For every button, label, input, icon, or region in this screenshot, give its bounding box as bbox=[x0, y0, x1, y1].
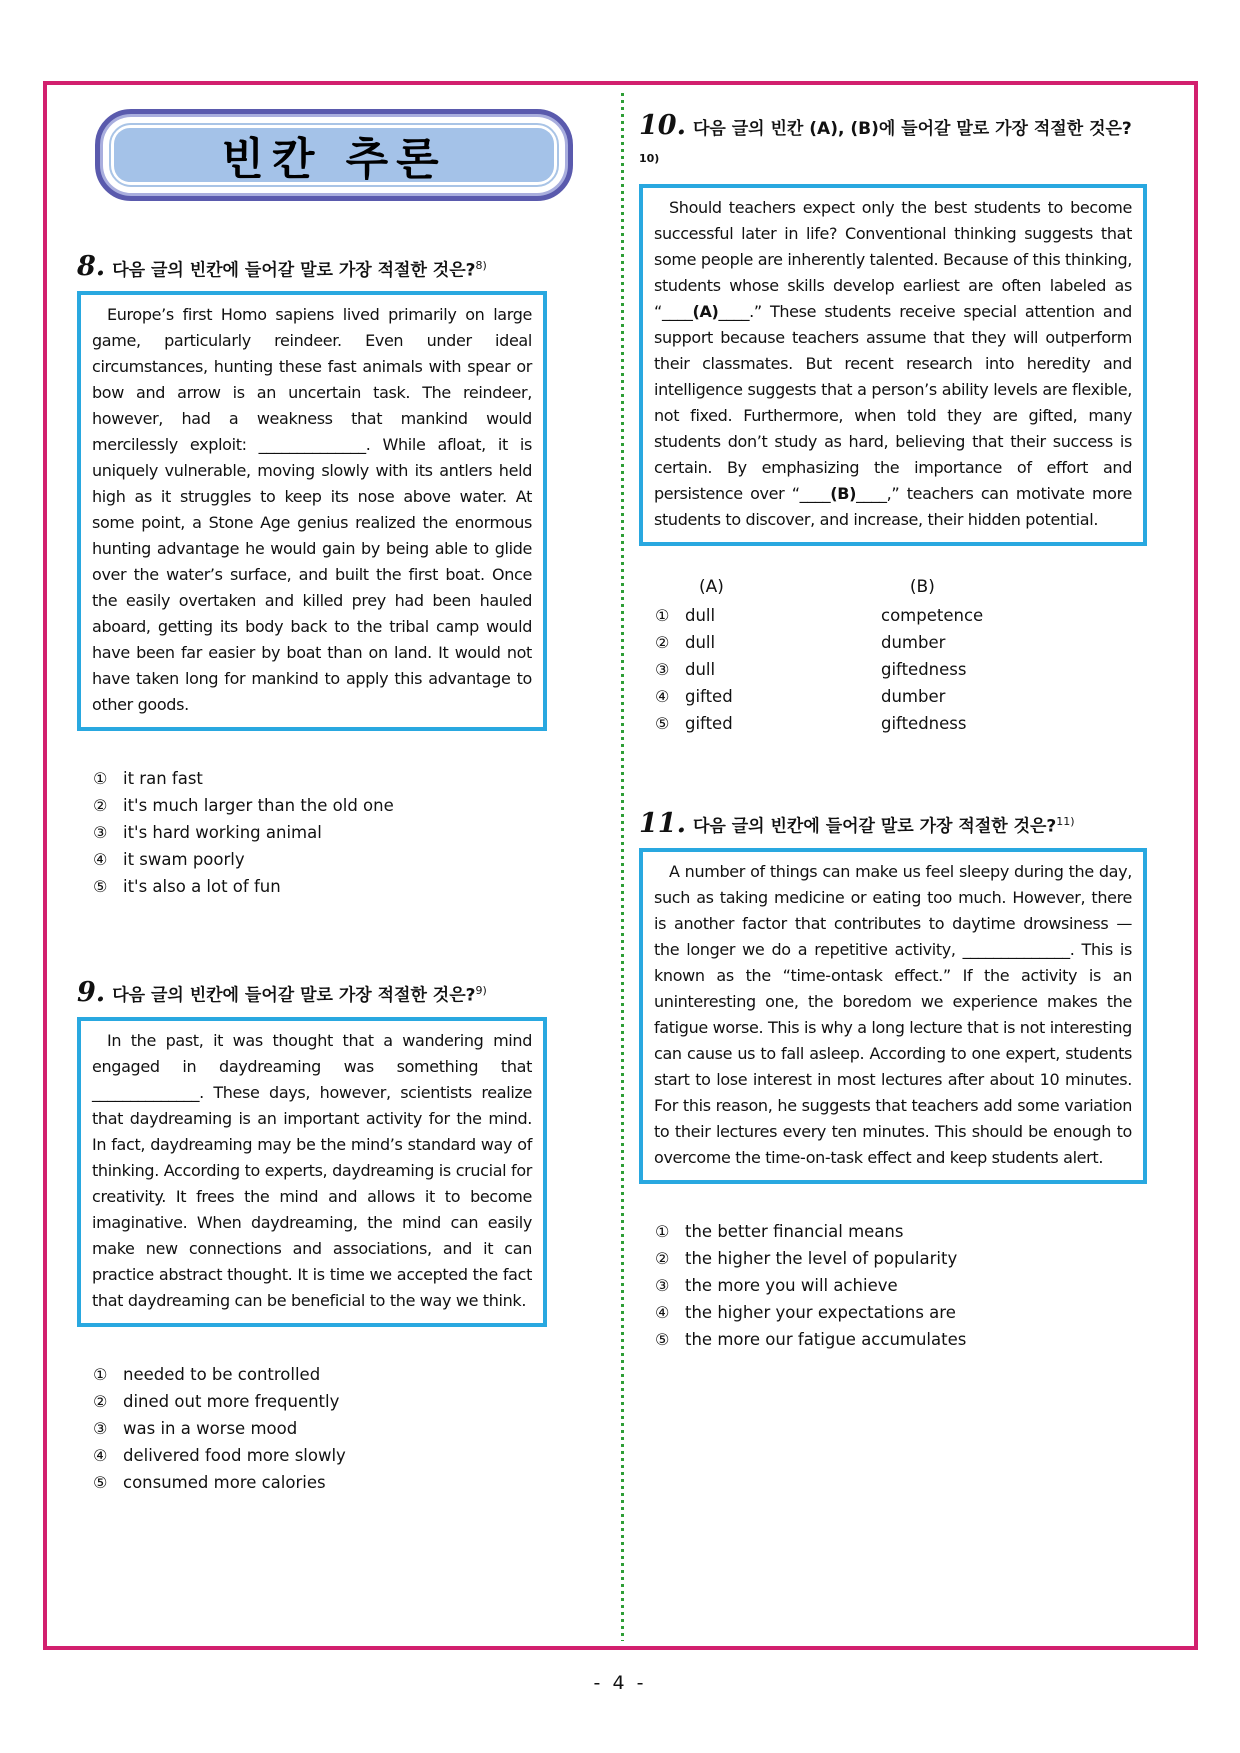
option-b-text: giftedness bbox=[881, 714, 967, 734]
option-marker: ③ bbox=[93, 823, 108, 843]
section-title-banner bbox=[95, 109, 573, 201]
answer-option bbox=[639, 1272, 1147, 1299]
column-divider bbox=[621, 93, 624, 1641]
option-marker: ② bbox=[93, 796, 108, 816]
left-column bbox=[77, 93, 547, 1641]
option-a-text: gifted bbox=[685, 687, 733, 707]
option-marker: ③ bbox=[93, 1418, 108, 1438]
option-marker: ② bbox=[655, 1248, 670, 1268]
answer-option bbox=[639, 629, 1147, 656]
question-11-prompt: 다음 글의 빈칸에 들어갈 말로 가장 적절한 것은? bbox=[692, 816, 1057, 837]
answer-option bbox=[639, 602, 1147, 629]
answer-option bbox=[77, 765, 547, 792]
option-marker: ④ bbox=[655, 1302, 670, 1322]
answer-option bbox=[77, 873, 547, 900]
option-a-text: dull bbox=[685, 633, 716, 653]
option-text: the higher the level of popularity bbox=[685, 1248, 958, 1268]
option-b-text: giftedness bbox=[881, 660, 967, 680]
question-10-header bbox=[639, 111, 1147, 178]
question-10-footnote: 10) bbox=[639, 152, 660, 165]
two-column-layout bbox=[77, 93, 1170, 1641]
option-b-text: competence bbox=[881, 606, 984, 626]
option-marker: ① bbox=[93, 769, 108, 789]
answer-option bbox=[639, 1218, 1147, 1245]
question-8-prompt: 다음 글의 빈칸에 들어갈 말로 가장 적절한 것은? bbox=[112, 260, 476, 281]
banner-ring bbox=[103, 117, 565, 193]
answer-option bbox=[639, 1245, 1147, 1272]
question-10-answer-table bbox=[639, 574, 1147, 737]
option-marker: ③ bbox=[655, 1275, 670, 1295]
page-number: - 4 - bbox=[593, 1672, 647, 1694]
question-8-passage: Europe’s first Homo sapiens lived primarily on large game, particularly reindeer. Even under ideal circumstances, hunting these fast animals with spear or bow and arrow is an uncertain task. The reindeer, however, had a weakness that mankind would mercilessly exploit: ______________. While afloat, it is uniquely vulnerable, moving slowly with its antlers held high as it struggles to keep its nose above water. At some point, a Stone Age genius realized the enormous hunting advantage he would gain by being able to glide over the water’s surface, and built the first boat. Once the easily overtaken and killed prey had been hauled aboard, getting its body back to the tribal camp would have been far easier by boat than on land. It would not have taken long for mankind to apply this advantage to other goods. bbox=[77, 291, 547, 731]
answer-option bbox=[77, 1415, 547, 1442]
question-9 bbox=[77, 976, 547, 1495]
option-b-text: dumber bbox=[881, 687, 946, 707]
question-9-number: 9. bbox=[77, 976, 106, 1008]
option-marker: ② bbox=[93, 1391, 108, 1411]
question-11-footnote: 11) bbox=[1056, 815, 1075, 829]
question-9-options bbox=[77, 1361, 547, 1496]
answer-option bbox=[77, 1442, 547, 1469]
question-8-number: 8. bbox=[77, 251, 106, 283]
question-8 bbox=[77, 251, 547, 900]
option-marker: ⑤ bbox=[93, 877, 108, 897]
question-11-header bbox=[639, 807, 1147, 841]
option-marker: ④ bbox=[93, 850, 108, 870]
answer-option bbox=[77, 1469, 547, 1496]
page-border bbox=[43, 81, 1198, 1650]
option-marker: ① bbox=[655, 1221, 670, 1241]
question-11-number: 11. bbox=[639, 807, 686, 839]
option-text: it swam poorly bbox=[123, 850, 245, 870]
question-11-options bbox=[639, 1218, 1147, 1353]
option-marker: ① bbox=[655, 606, 670, 626]
option-a-text: dull bbox=[685, 660, 716, 680]
section-title: 빈칸 추론 bbox=[114, 128, 554, 182]
answer-option bbox=[639, 656, 1147, 683]
answer-option bbox=[639, 710, 1147, 737]
option-text: needed to be controlled bbox=[123, 1364, 321, 1384]
option-text: the higher your expectations are bbox=[685, 1302, 956, 1322]
option-text: delivered food more slowly bbox=[123, 1445, 346, 1465]
option-marker: ⑤ bbox=[655, 714, 670, 734]
question-10-passage: Should teachers expect only the best students to become successful later in life? Conventional thinking suggests that some people are inherently talented. Because of this thinking, students whose skills develop earliest are often labeled as “____(A)____.” These students receive special attention and support because teachers assume that they will outperform their classmates. But recent research into heredity and intelligence suggests that a person’s ability levels are flexible, not fixed. Furthermore, when told they are gifted, many students don’t study as hard, believing that their success is certain. By emphasizing the importance of effort and persistence over “____(B)____,” teachers can motivate more students to discover, and increase, their hidden potential. bbox=[639, 184, 1147, 546]
option-text: the more you will achieve bbox=[685, 1275, 898, 1295]
option-marker: ④ bbox=[655, 687, 670, 707]
answer-option bbox=[77, 846, 547, 873]
question-8-footnote: 8) bbox=[475, 259, 487, 272]
question-10-number: 10. bbox=[639, 110, 686, 141]
option-marker: ① bbox=[93, 1364, 108, 1384]
question-9-footnote: 9) bbox=[475, 984, 487, 998]
question-10-prompt: 다음 글의 빈칸 (A), (B)에 들어갈 말로 가장 적절한 것은? bbox=[692, 119, 1132, 139]
question-8-options bbox=[77, 765, 547, 900]
option-marker: ② bbox=[655, 633, 670, 653]
question-10 bbox=[639, 111, 1147, 737]
column-b-header: (B) bbox=[909, 577, 935, 598]
option-marker: ⑤ bbox=[655, 1329, 670, 1349]
option-a-text: gifted bbox=[685, 714, 733, 734]
answer-option bbox=[639, 683, 1147, 710]
question-9-passage: In the past, it was thought that a wandering mind engaged in daydreaming was something that ______________. These days, however, scientists realize that daydreaming is an important activity for the mind. In fact, daydreaming may be the mind’s standard way of thinking. According to experts, daydreaming is crucial for creativity. It frees the mind and allows it to become imaginative. When daydreaming, the mind can easily make new connections and associations, and it can practice abstract thought. It is time we accepted the fact that daydreaming can be beneficial to the way we think. bbox=[77, 1017, 547, 1327]
option-text: the better financial means bbox=[685, 1221, 904, 1241]
option-text: it's also a lot of fun bbox=[123, 877, 281, 897]
question-9-header bbox=[77, 976, 547, 1010]
column-a-header: (A) bbox=[699, 577, 724, 598]
question-11 bbox=[639, 807, 1147, 1352]
answer-option bbox=[77, 1361, 547, 1388]
answer-option bbox=[77, 819, 547, 846]
option-b-text: dumber bbox=[881, 633, 946, 653]
option-marker: ③ bbox=[655, 660, 670, 680]
option-text: it's much larger than the old one bbox=[123, 796, 394, 816]
question-9-prompt: 다음 글의 빈칸에 들어갈 말로 가장 적절한 것은? bbox=[112, 985, 476, 1006]
banner-inner-ring bbox=[109, 123, 559, 187]
question-8-header bbox=[77, 251, 547, 285]
option-marker: ⑤ bbox=[93, 1472, 108, 1492]
right-column bbox=[639, 93, 1147, 1641]
option-text: dined out more frequently bbox=[123, 1391, 340, 1411]
option-text: it's hard working animal bbox=[123, 823, 322, 843]
option-text: the more our fatigue accumulates bbox=[685, 1329, 967, 1349]
answer-option bbox=[77, 1388, 547, 1415]
answer-table-header bbox=[639, 574, 1147, 601]
answer-option bbox=[77, 792, 547, 819]
option-text: was in a worse mood bbox=[123, 1418, 298, 1438]
option-marker: ④ bbox=[93, 1445, 108, 1465]
option-text: consumed more calories bbox=[123, 1472, 326, 1492]
question-11-passage: A number of things can make us feel sleepy during the day, such as taking medicine or eating too much. However, there is another factor that contributes to daytime drowsiness — the longer we do a repetitive activity, ______________. This is known as the “time-ontask effect.” If the activity is an uninteresting one, the boredom we experience makes the fatigue worse. This is why a long lecture that is not interesting can cause us to fall asleep. According to one expert, students start to lose interest in most lectures after about 10 minutes. For this reason, he suggests that teachers add some variation to their lectures every ten minutes. This should be enough to overcome the time-on-task effect and keep students alert. bbox=[639, 848, 1147, 1184]
answer-option bbox=[639, 1299, 1147, 1326]
option-text: it ran fast bbox=[123, 769, 203, 789]
answer-option bbox=[639, 1326, 1147, 1353]
option-a-text: dull bbox=[685, 606, 716, 626]
